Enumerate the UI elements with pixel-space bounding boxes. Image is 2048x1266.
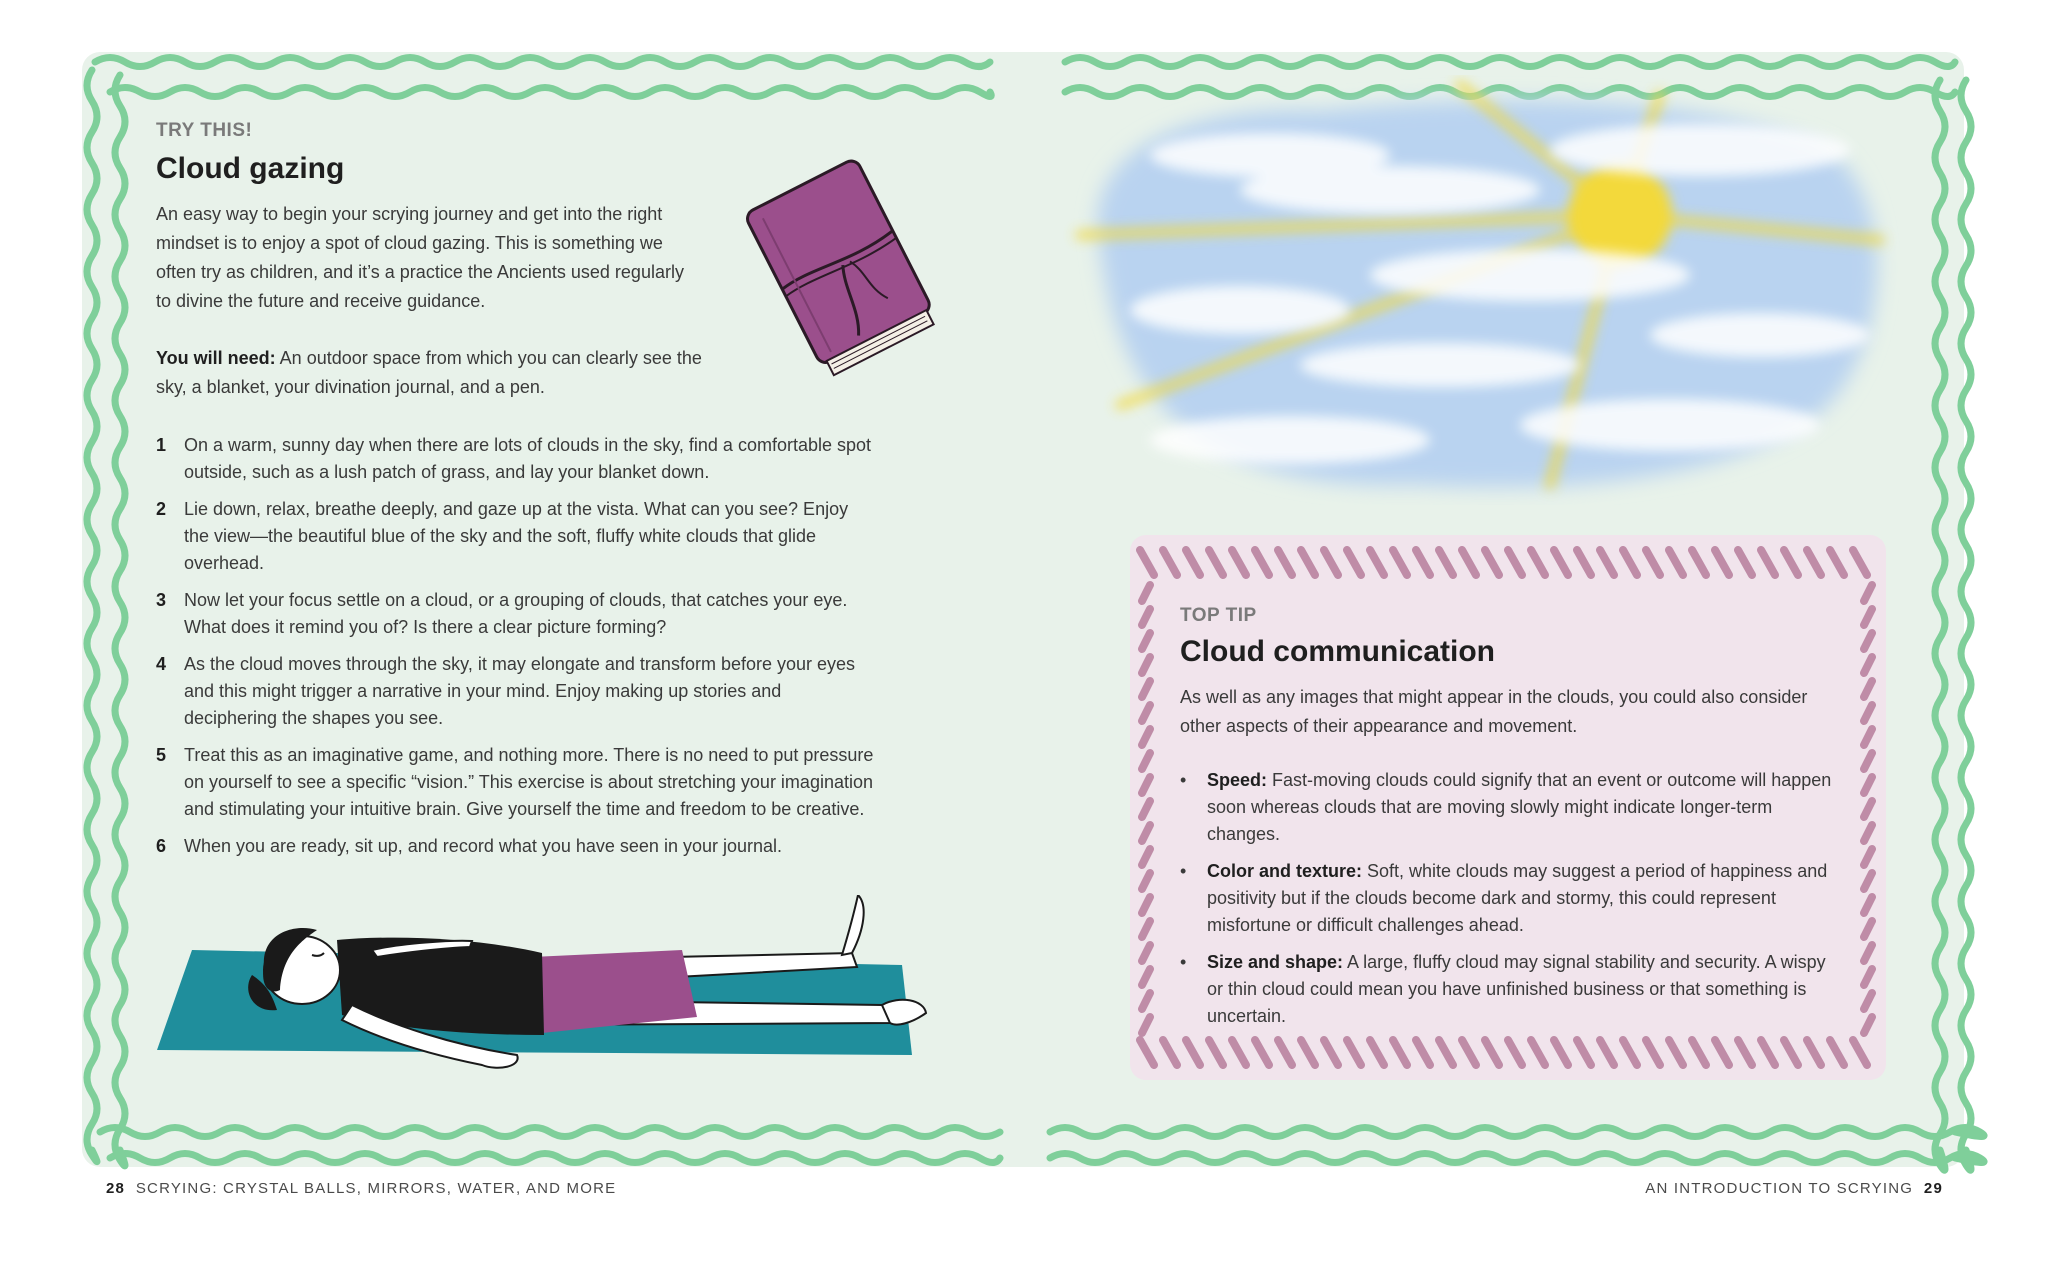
border-dash <box>1142 969 1150 985</box>
top-tip-content <box>1180 605 1840 1040</box>
border-dash <box>1623 1040 1637 1065</box>
border-dash <box>1324 550 1338 575</box>
bullet-text: Fast-moving clouds could signify that an event or outcome will happen soon whereas clouds that are moving slowly might indicate longer-term changes. <box>1207 770 1832 844</box>
border-dash <box>1623 550 1637 575</box>
border-dash <box>1439 1040 1453 1065</box>
border-dash <box>1140 1040 1154 1065</box>
bullet-dot: • <box>1180 770 1187 790</box>
step-item <box>156 432 876 486</box>
border-dash <box>1485 1040 1499 1065</box>
step-number: 1 <box>156 435 167 455</box>
border-dash <box>1255 550 1269 575</box>
border-dash <box>1142 897 1150 913</box>
step-number: 2 <box>156 499 167 519</box>
bullet-item <box>1180 949 1840 1030</box>
step-number: 5 <box>156 745 167 765</box>
bullet-label: Color and texture: <box>1207 861 1363 881</box>
border-dash <box>1370 1040 1384 1065</box>
border-dash <box>1142 873 1150 889</box>
border-dash <box>1462 550 1476 575</box>
bullet-dot: • <box>1180 952 1187 972</box>
right-footer <box>1645 1180 1943 1197</box>
step-number: 4 <box>156 654 167 674</box>
border-dash <box>1370 550 1384 575</box>
border-dash <box>1864 897 1872 913</box>
border-dash <box>1738 1040 1752 1065</box>
border-dash <box>1163 550 1177 575</box>
border-dash <box>1692 1040 1706 1065</box>
border-dash <box>1853 550 1867 575</box>
border-dash <box>1462 1040 1476 1065</box>
border-dash <box>1830 550 1844 575</box>
border-dash <box>1508 1040 1522 1065</box>
step-text: On a warm, sunny day when there are lots of clouds in the sky, find a comfortable spot outside, such as a lush patch of grass, and lay your blanket down. <box>184 435 872 482</box>
border-dash <box>1142 945 1150 961</box>
border-dash <box>1715 550 1729 575</box>
border-dash <box>1142 825 1150 841</box>
border-dash <box>1324 1040 1338 1065</box>
border-dash <box>1784 1040 1798 1065</box>
left-page-number: 28 <box>106 1180 126 1197</box>
border-dash <box>1864 849 1872 865</box>
border-dash <box>1864 633 1872 649</box>
border-dash <box>1864 993 1872 1009</box>
border-dash <box>1864 753 1872 769</box>
tip-bullet-list <box>1180 767 1840 1030</box>
step-text: When you are ready, sit up, and record what you have seen in your journal. <box>184 836 783 856</box>
border-dash <box>1209 550 1223 575</box>
border-dash <box>1142 801 1150 817</box>
step-number: 6 <box>156 836 167 856</box>
border-dash <box>1186 550 1200 575</box>
border-dash <box>1142 753 1150 769</box>
border-dash <box>1142 657 1150 673</box>
border-dash <box>1393 1040 1407 1065</box>
bullet-label: Speed: <box>1207 770 1268 790</box>
step-item <box>156 833 876 860</box>
border-dash <box>1864 1017 1872 1033</box>
border-dash <box>1646 550 1660 575</box>
step-item <box>156 651 876 732</box>
border-dash <box>1232 1040 1246 1065</box>
border-dash <box>1784 550 1798 575</box>
border-dash <box>1600 550 1614 575</box>
border-dash <box>1531 1040 1545 1065</box>
border-dash <box>1864 585 1872 601</box>
border-dash <box>1140 550 1154 575</box>
border-dash <box>1864 969 1872 985</box>
border-dash <box>1853 1040 1867 1065</box>
bullet-item <box>1180 858 1840 939</box>
border-dash <box>1864 825 1872 841</box>
border-dash <box>1301 550 1315 575</box>
border-dash <box>1301 1040 1315 1065</box>
border-dash <box>1439 550 1453 575</box>
border-dash <box>1142 585 1150 601</box>
border-dash <box>1554 1040 1568 1065</box>
border-dash <box>1508 550 1522 575</box>
bullet-dot: • <box>1180 861 1187 881</box>
border-dash <box>1142 921 1150 937</box>
bullet-item <box>1180 767 1840 848</box>
journal-illustration <box>735 148 950 393</box>
border-dash <box>1864 657 1872 673</box>
border-dash <box>1278 1040 1292 1065</box>
step-item <box>156 587 876 641</box>
border-dash <box>1255 1040 1269 1065</box>
border-dash <box>1142 777 1150 793</box>
section-kicker: TRY THIS! <box>156 120 253 141</box>
border-dash <box>1531 550 1545 575</box>
step-item <box>156 742 876 823</box>
border-dash <box>1232 550 1246 575</box>
border-dash <box>1864 873 1872 889</box>
you-will-need-label: You will need: <box>156 348 276 368</box>
woman-lying-on-mat-illustration <box>152 895 932 1095</box>
tip-title: Cloud communication <box>1180 635 1495 668</box>
border-dash <box>1646 1040 1660 1065</box>
border-dash <box>1278 550 1292 575</box>
left-footer <box>106 1180 616 1197</box>
border-dash <box>1142 849 1150 865</box>
border-dash <box>1669 550 1683 575</box>
border-dash <box>1715 1040 1729 1065</box>
border-dash <box>1864 921 1872 937</box>
border-dash <box>1864 729 1872 745</box>
step-text: Now let your focus settle on a cloud, or a grouping of clouds, that catches your eye. What does it remind you of? Is there a clear picture forming? <box>184 590 848 637</box>
border-dash <box>1807 550 1821 575</box>
border-dash <box>1416 1040 1430 1065</box>
border-dash <box>1142 993 1150 1009</box>
border-dash <box>1600 1040 1614 1065</box>
bullet-text: Soft, white clouds may suggest a period of happiness and positivity but if the clouds become dark and stormy, this could represent misfortune or difficult challenges ahead. <box>1207 861 1828 935</box>
border-dash <box>1864 681 1872 697</box>
border-dash <box>1864 801 1872 817</box>
you-will-need-paragraph <box>156 344 736 402</box>
border-dash <box>1577 550 1591 575</box>
step-item <box>156 496 876 577</box>
sky-with-sun-illustration <box>1060 75 1900 505</box>
border-dash <box>1186 1040 1200 1065</box>
border-dash <box>1864 777 1872 793</box>
border-dash <box>1864 705 1872 721</box>
border-dash <box>1830 1040 1844 1065</box>
you-will-need-text: An outdoor space from which you can clearly see the sky, a blanket, your divination journal, and a pen. <box>156 348 702 397</box>
border-dash <box>1142 681 1150 697</box>
border-dash <box>1163 1040 1177 1065</box>
border-dash <box>1393 550 1407 575</box>
border-dash <box>1209 1040 1223 1065</box>
step-text: Treat this as an imaginative game, and nothing more. There is no need to put pressure on yourself to see a specific “vision.” This exercise is about stretching your imagination and stimulating your intuitive brain. Give yourself the time and freedom to be creative. <box>184 745 874 819</box>
right-running-title: AN INTRODUCTION TO SCRYING <box>1645 1180 1914 1197</box>
border-dash <box>1738 550 1752 575</box>
bullet-text: A large, fluffy cloud may signal stability and security. A wispy or thin cloud could mean you have unfinished business or that something is uncertain. <box>1207 952 1826 1026</box>
border-dash <box>1142 729 1150 745</box>
step-number: 3 <box>156 590 167 610</box>
border-dash <box>1577 1040 1591 1065</box>
border-dash <box>1347 1040 1361 1065</box>
tip-intro: As well as any images that might appear in the clouds, you could also consider other aspects of their appearance and movement. <box>1180 687 1808 736</box>
steps-list <box>156 432 876 860</box>
border-dash <box>1554 550 1568 575</box>
right-page-number: 29 <box>1923 1180 1943 1197</box>
border-dash <box>1669 1040 1683 1065</box>
left-running-title: SCRYING: CRYSTAL BALLS, MIRRORS, WATER, AND MORE <box>135 1180 617 1197</box>
section-title: Cloud gazing <box>156 152 345 185</box>
border-dash <box>1142 705 1150 721</box>
border-dash <box>1807 1040 1821 1065</box>
intro-paragraph: An easy way to begin your scrying journey and get into the right mindset is to enjoy a spot of cloud gazing. This is something we often try as children, and it’s a practice the Ancients used regularly to divine the future and receive guidance. <box>156 204 684 311</box>
bullet-label: Size and shape: <box>1207 952 1344 972</box>
step-text: As the cloud moves through the sky, it may elongate and transform before your eyes and this might trigger a narrative in your mind. Enjoy making up stories and deciphering the shapes you see. <box>184 654 856 728</box>
border-dash <box>1761 1040 1775 1065</box>
border-dash <box>1692 550 1706 575</box>
tip-kicker: TOP TIP <box>1180 605 1257 626</box>
border-dash <box>1485 550 1499 575</box>
border-dash <box>1864 945 1872 961</box>
border-dash <box>1761 550 1775 575</box>
border-dash <box>1864 609 1872 625</box>
border-dash <box>1416 550 1430 575</box>
border-dash <box>1142 1017 1150 1033</box>
step-text: Lie down, relax, breathe deeply, and gaze up at the vista. What can you see? Enjoy the view—the beautiful blue of the sky and the soft, fluffy white clouds that glide overhead. <box>184 499 849 573</box>
border-dash <box>1142 633 1150 649</box>
border-dash <box>1347 550 1361 575</box>
border-dash <box>1142 609 1150 625</box>
